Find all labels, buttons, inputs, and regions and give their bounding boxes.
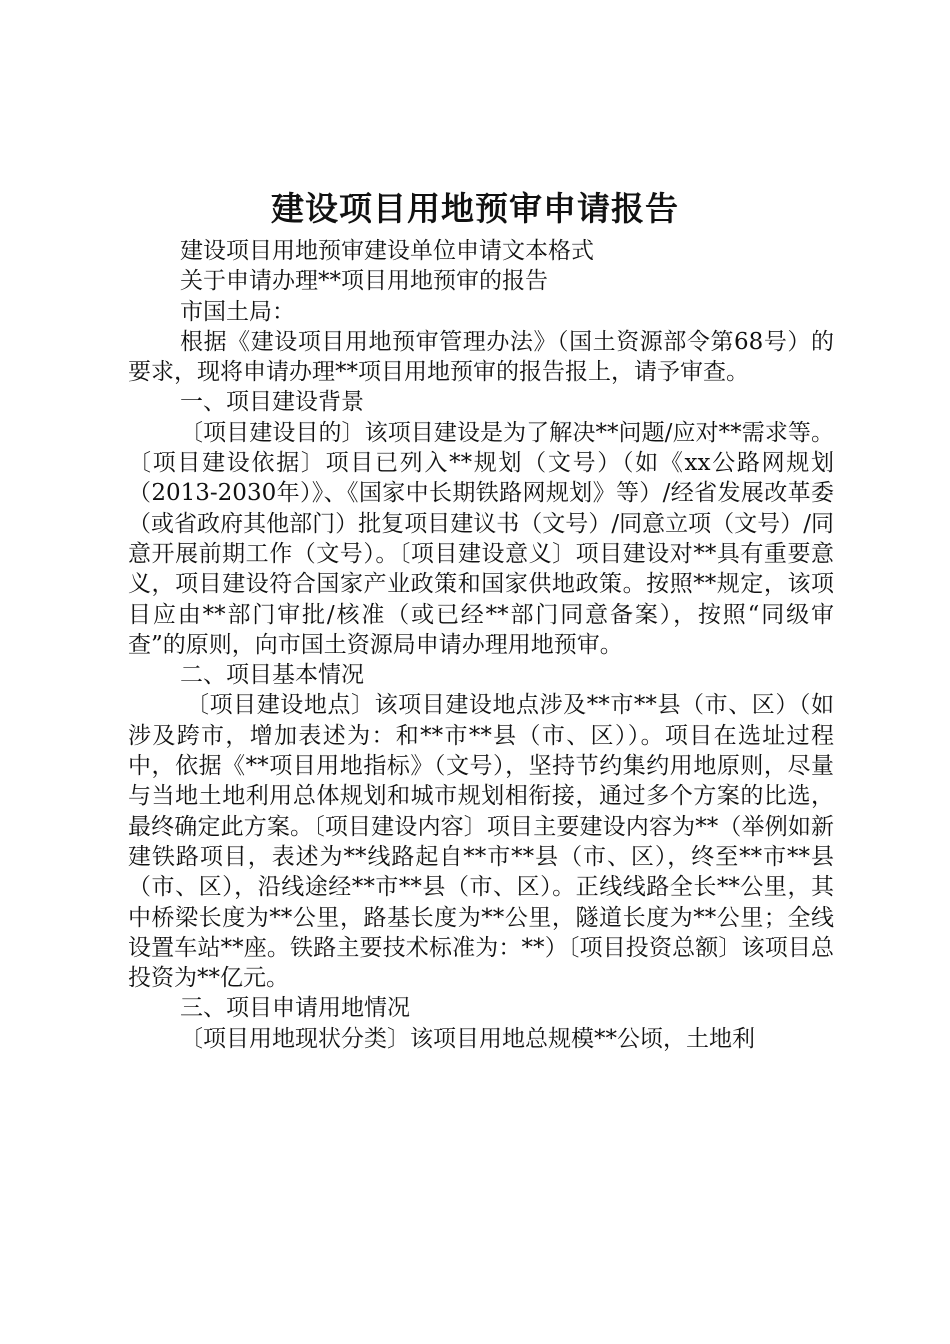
document-body: [128, 236, 834, 1054]
section-heading-2: 二、项目基本情况: [180, 662, 364, 689]
section-heading-3: 三、项目申请用地情况: [180, 995, 410, 1022]
background-paragraph: 〔项目建设目的〕该项目建设是为了解决**问题/应对**需求等。〔项目建设依据〕项目已列入**规划（文号）（如《xx公路网规划（2013-2030年）》、《国家中长期铁路网规划》等）/经省发展改革委（或省政府其他部门）批复项目建议书（文号）/同意立项（文号）/同意开展前期工作（文号）。〔项目建设意义〕项目建设对**具有重要意义，项目建设符合国家产业政策和国家供地政策。按照**规定，该项目应由**部门审批/核准（或已经**部门同意备案），按照“同级审查”的原则，向市国土资源局申请办理用地预审。: [128, 419, 834, 658]
section-heading-1: 一、项目建设背景: [180, 389, 364, 416]
addressee-paragraph: 市国土局：: [180, 298, 295, 325]
report-title-paragraph: 关于申请办理**项目用地预审的报告: [180, 268, 548, 295]
intro-paragraph: 根据《建设项目用地预审管理办法》（国土资源部令第68号）的要求，现将申请办理**项目用地预审的报告报上，请予审查。: [128, 328, 834, 386]
subtitle-paragraph: 建设项目用地预审建设单位申请文本格式: [180, 238, 594, 264]
land-use-paragraph: 〔项目用地现状分类〕该项目用地总规模**公顷，土地利: [180, 1025, 755, 1052]
basic-info-paragraph: 〔项目建设地点〕该项目建设地点涉及**市**县（市、区）（如涉及跨市，增加表述为：和**市**县（市、区））。项目在选址过程中，依据《**项目用地指标》（文号），坚持节约集约用地原则，尽量与当地土地利用总体规划和城市规划相衔接，通过多个方案的比选，最终确定此方案。〔项目建设内容〕项目主要建设内容为**（举例如新建铁路项目，表述为**线路起自**市**县（市、区），终至**市**县（市、区），沿线途经**市**县（市、区）。正线线路全长**公里，其中桥梁长度为**公里，路基长度为**公里，隧道长度为**公里；全线设置车站**座。铁路主要技术标准为：**）〔项目投资总额〕该项目总投资为**亿元。: [128, 692, 834, 992]
document-title: 建设项目用地预审申请报告: [271, 189, 679, 228]
